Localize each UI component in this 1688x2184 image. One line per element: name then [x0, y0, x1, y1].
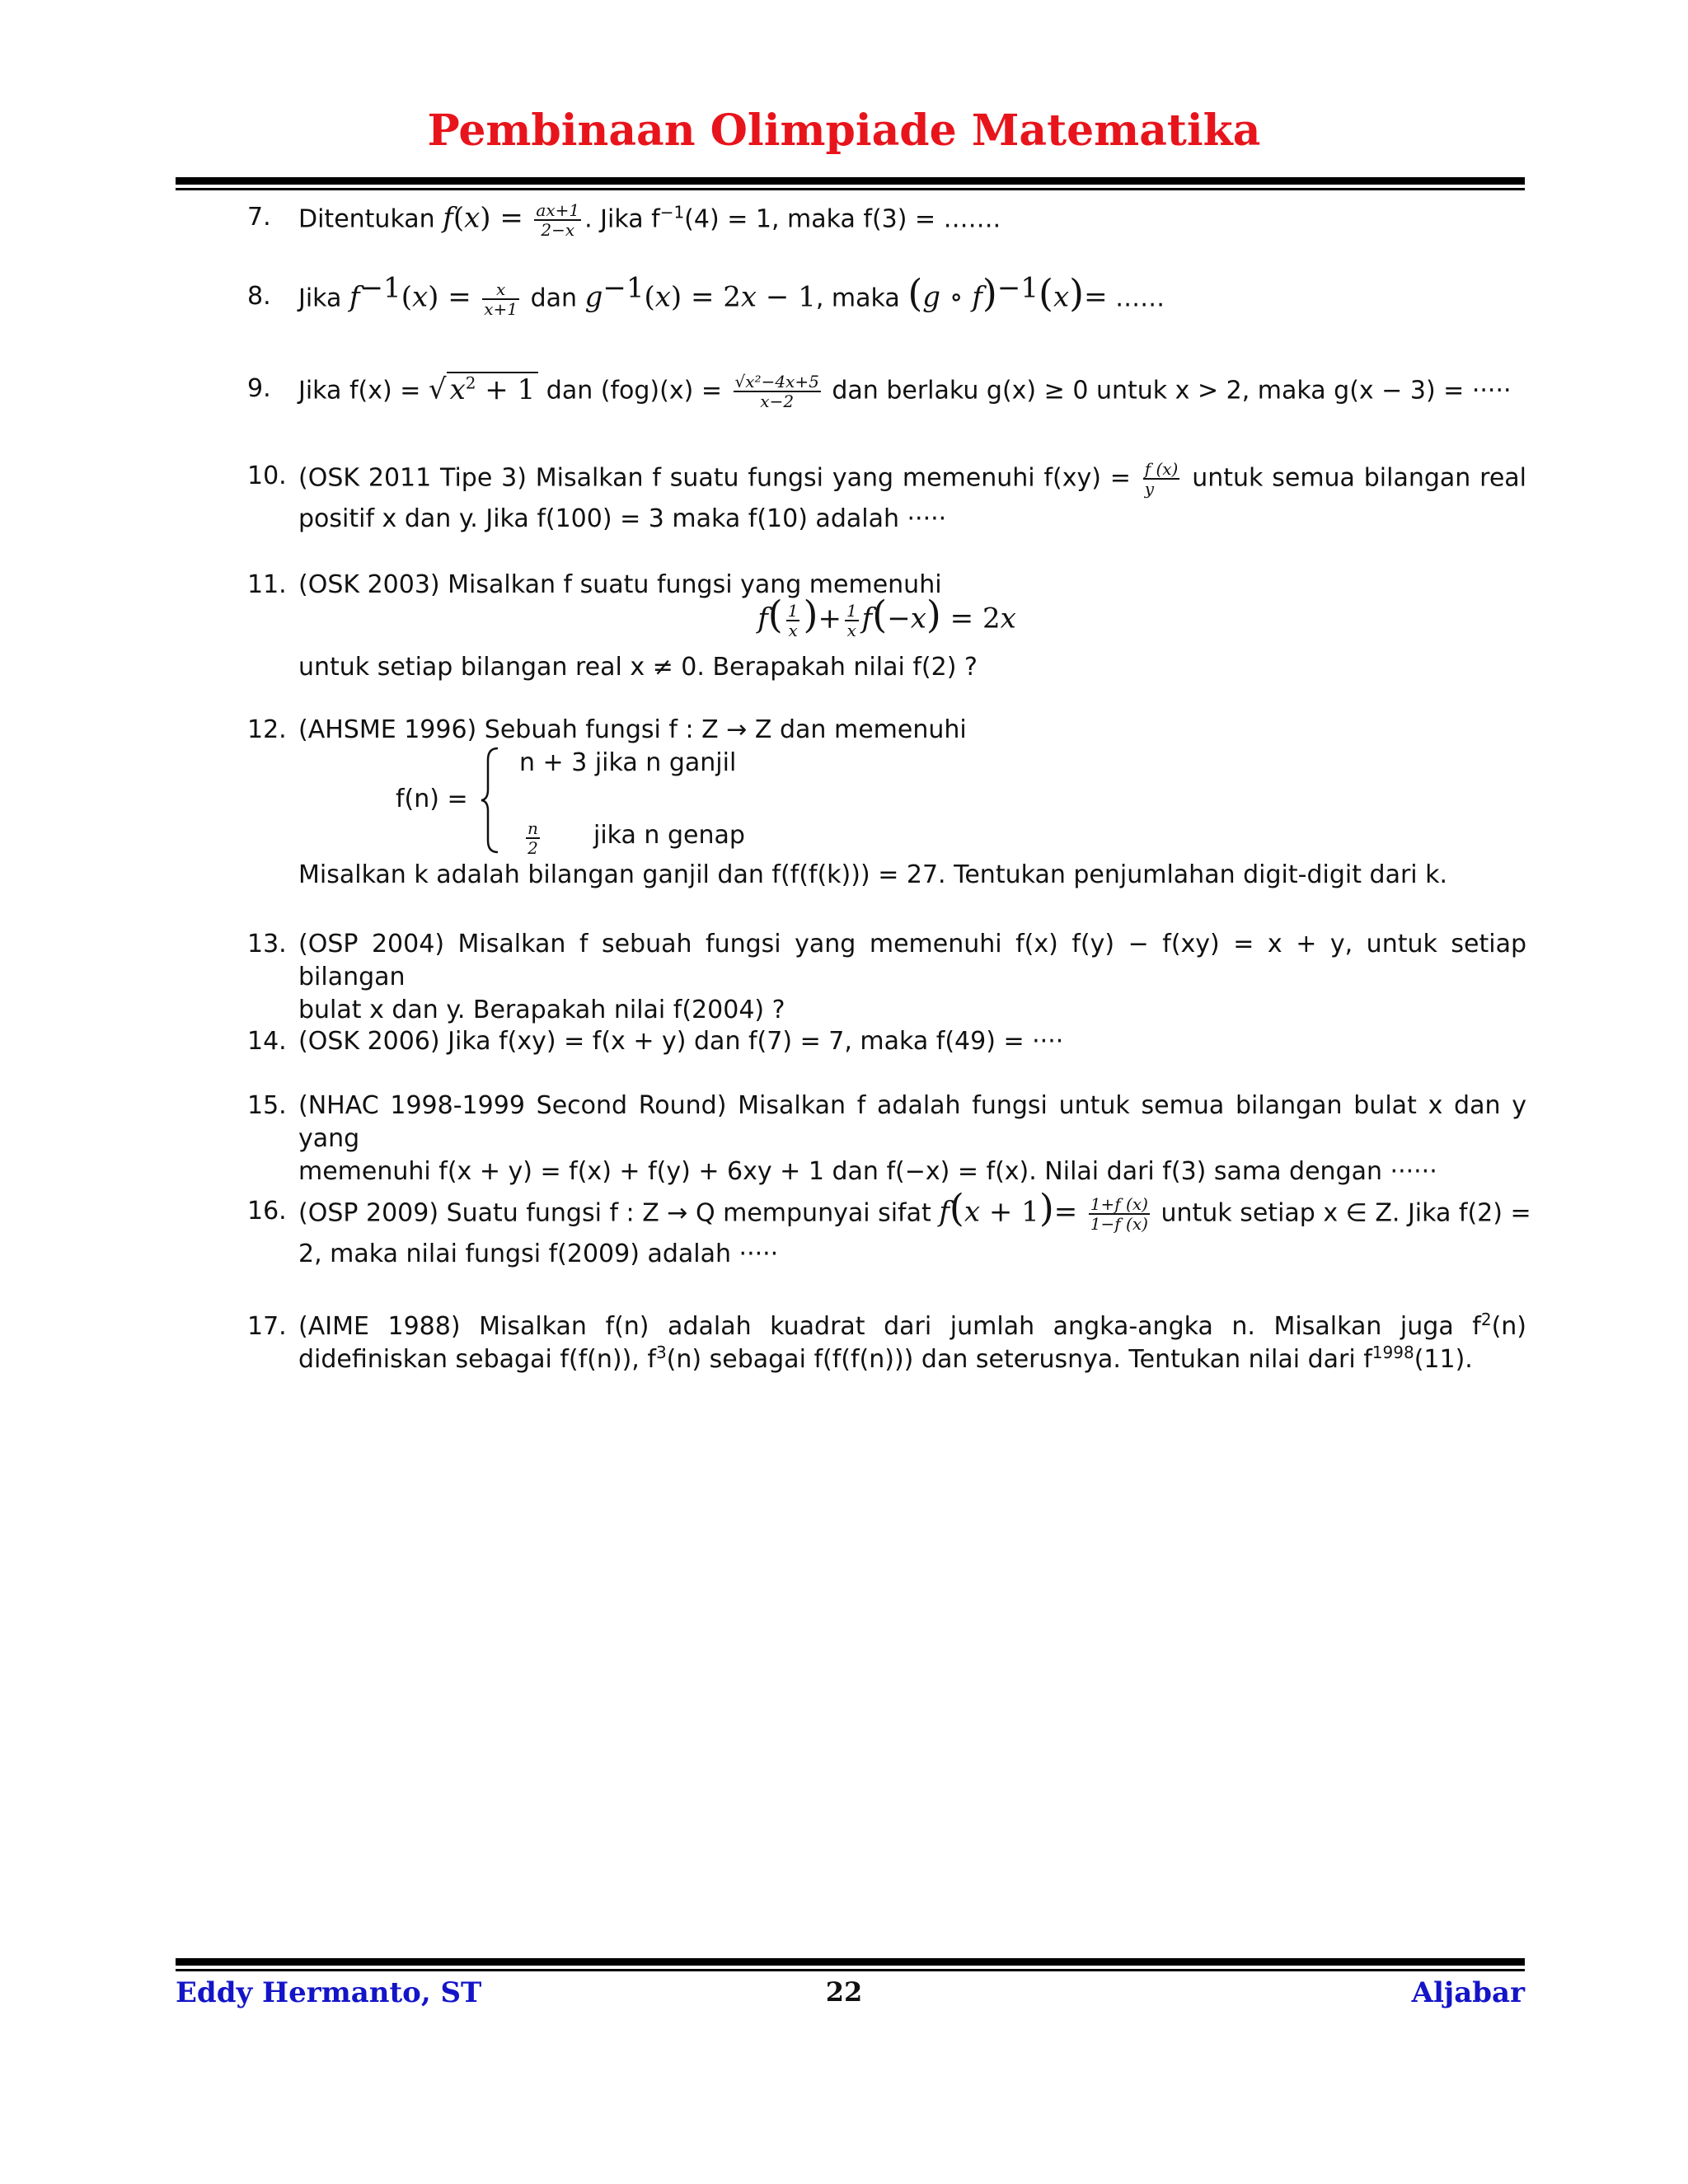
problem-text: , maka [815, 284, 900, 313]
problem-text: (NHAC 1998-1999 Second Round) Misalkan f adalah fungsi untuk semua bilangan bulat x dan y yang [298, 1091, 1526, 1153]
problem-text: (OSK 2011 Tipe 3) Misalkan f suatu fungsi yang memenuhi f(xy) = [298, 463, 1131, 493]
problem-text: Jika [298, 284, 342, 313]
formula: f [939, 1195, 950, 1229]
problem-text: (OSK 2006) Jika f(xy) = f(x + y) dan f(7) = 7, maka f(49) = ···· [298, 1027, 1064, 1056]
formula: g [584, 280, 603, 314]
footer-rule-thick [176, 1958, 1525, 1966]
formula: f [443, 201, 453, 235]
problem-number: 13. [247, 930, 287, 958]
superscript: 1998 [1372, 1343, 1414, 1362]
problem-text: 2, maka nilai fungsi f(2009) adalah ····· [298, 1240, 779, 1268]
fraction: $\frac{f (x)}{y}$ [1144, 459, 1179, 499]
fraction: $\frac{x}{x+1}$ [484, 279, 518, 319]
fraction: $\frac{ax+1}{2-x}$ [536, 200, 580, 240]
problem-number: 14. [247, 1027, 287, 1056]
footer-subject: Aljabar [1411, 1976, 1525, 2009]
page-title: Pembinaan Olimpiade Matematika [427, 105, 1261, 156]
problem-number: 8. [247, 282, 271, 311]
problem-text: …… [1115, 284, 1165, 313]
problem-text: (OSP 2009) Suatu fungsi f : Z → Q mempunyai sifat [298, 1198, 931, 1228]
problem-8: 8. Jika $f^{-1}(x)$ = $\frac{x}{x+1}$ dan $g^{-1}(x) = 2x - 1$, maka (g ∘ f)$^{-1}$(x)= …… [247, 270, 1165, 319]
problem-text: bulat x dan y. Berapakah nilai f(2004) ? [298, 996, 785, 1024]
problem-15 [247, 1090, 1526, 1186]
footer-rule-thin [176, 1969, 1525, 1971]
problem-number: 15. [247, 1091, 287, 1120]
problem-number: 7. [247, 203, 271, 232]
problem-text: (n) sebagai f(f(f(n))) dan seterusnya. Tentukan nilai dari f [666, 1345, 1372, 1374]
problem-text: memenuhi f(x + y) = f(x) + f(y) + 6xy + 1 dan f(−x) = f(x). Nilai dari f(3) sama dengan ······ [298, 1157, 1437, 1186]
fraction: $\frac{\text{√x²−4x+5}}{x-2}$ [734, 372, 819, 411]
header-rule-thin [176, 188, 1525, 190]
problem-text: Jika f(x) = [298, 376, 421, 405]
superscript: 2 [1480, 1310, 1492, 1329]
header-rule-thick [176, 177, 1525, 185]
piecewise-label: f(n) = [396, 785, 468, 813]
problem-text: positif x dan y. Jika f(100) = 3 maka f(10) adalah ····· [298, 504, 947, 533]
problem-text: (OSK 2003) Misalkan f suatu fungsi yang memenuhi [298, 570, 942, 599]
sqrt-formula: √ $x^2 + 1$ [429, 372, 538, 406]
problem-number: 12. [247, 715, 287, 744]
fraction: $\frac{1+f (x)}{1-f (x)}$ [1090, 1194, 1148, 1234]
formula: f [349, 280, 360, 314]
problem-text: (11). [1414, 1345, 1473, 1374]
case-even: jika n genap [593, 821, 745, 850]
formula-display: f( $\frac{1}{x}$ )+ $\frac{1}{x}$ f(−x) = 2x [757, 592, 1016, 640]
problem-number: 11. [247, 570, 287, 599]
problem-number: 17. [247, 1312, 287, 1341]
brace-icon [478, 747, 503, 854]
problem-text: (OSP 2004) Misalkan f sebuah fungsi yang memenuhi f(x) f(y) − f(xy) = x + y, untuk setiap bilangan [298, 930, 1526, 991]
problem-text: . Jika f [584, 204, 660, 234]
problem-17 [247, 1310, 1526, 1376]
problem-text: untuk setiap x ∈ Z. Jika f(2) = [1160, 1198, 1531, 1228]
problem-text: didefiniskan sebagai f(f(n)), f [298, 1345, 656, 1374]
problem-number: 10. [247, 462, 287, 490]
problem-7: 7. Ditentukan f(x) = $\frac{ax+1}{2-x}$ . Jika $f^{-1}(4) = 1$, maka f(3) = ……. [247, 200, 1001, 240]
problem-text: (AIME 1988) Misalkan f(n) adalah kuadrat dari jumlah angka-angka n. Misalkan juga f [298, 1312, 1481, 1341]
problem-11 [247, 569, 1526, 692]
problem-number: 9. [247, 374, 271, 403]
problem-14 [247, 1025, 1526, 1058]
problem-text: untuk semua bilangan real [1192, 463, 1526, 493]
case-even-fraction: $\frac{n}{2}$ [528, 818, 538, 858]
problem-text: (4) = 1, maka f(3) = ……. [684, 204, 1001, 234]
problem-text: (n) [1491, 1312, 1526, 1341]
problem-number: 16. [247, 1197, 287, 1226]
problem-12 [247, 714, 1526, 895]
problem-16: 16. (OSP 2009) Suatu fungsi f : Z → Q mempunyai sifat f(x + 1)= $\frac{1+f (x)}{1-f (x)}$ untuk setiap x ∈ Z. Jika f(2) = 2, maka nilai fungsi f(2009) adalah ····· [247, 1195, 1526, 1269]
problem-text: dan berlaku g(x) ≥ 0 untuk x > 2, maka g(x − 3) = ····· [832, 376, 1512, 405]
superscript: 3 [655, 1343, 667, 1362]
problem-text: Misalkan k adalah bilangan ganjil dan f(f(f(k))) = 27. Tentukan penjumlahan digit-digit dari k. [298, 860, 1448, 889]
problem-text: untuk setiap bilangan real x ≠ 0. Berapakah nilai f(2) ? [298, 653, 978, 682]
footer-author: Eddy Hermanto, ST [176, 1976, 482, 2009]
problem-text: (AHSME 1996) Sebuah fungsi f : Z → Z dan memenuhi [298, 715, 967, 744]
problem-10 [247, 460, 1526, 534]
problem-9 [247, 373, 1526, 414]
page-number: 22 [825, 1976, 863, 2008]
problem-text: dan [530, 284, 578, 313]
case-odd: n + 3 jika n ganjil [519, 748, 737, 777]
problem-13 [247, 928, 1526, 1024]
problem-text: Ditentukan [298, 204, 435, 234]
problem-text: dan (fog)(x) = [546, 376, 722, 405]
